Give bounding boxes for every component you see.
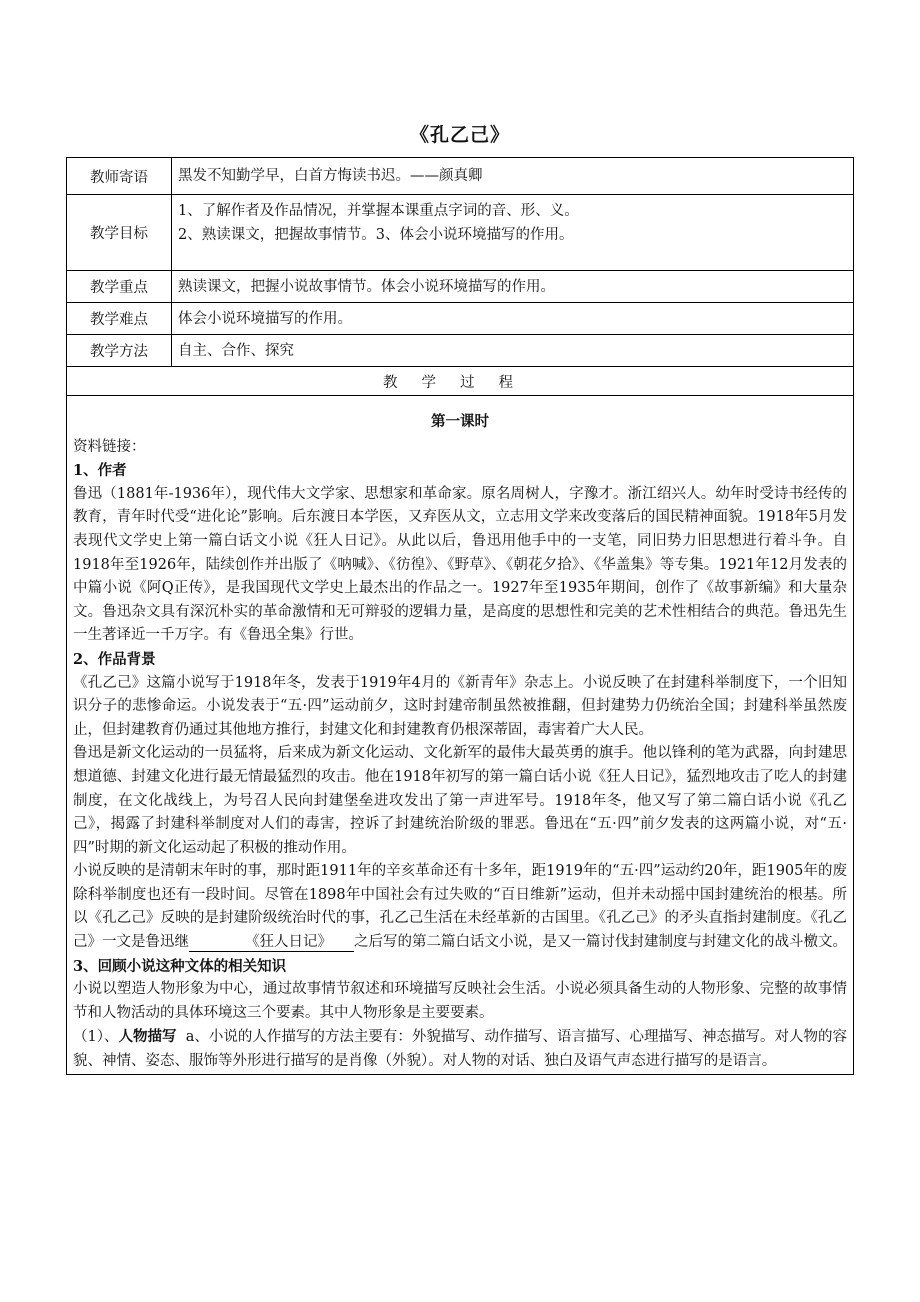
fill-in-blank: 《狂人日记》 bbox=[189, 933, 354, 952]
character-description-term: 人物描写 bbox=[118, 1028, 177, 1046]
author-text: 鲁迅（1881年-1936年），现代伟大文学家、思想家和革命家。原名周树人，字豫才。浙江绍兴人。幼年时受诗书经传的教育，青年时代受“进化论”影响。后东渡日本学医，又弃医从文，立志用文学来改变落后的国民精神面貌。1918年5月发表现代文学史上第一篇白话文小说《狂人日记》。从此以后，鲁迅用他手中的一支笔，同旧势力旧思想进行着斗争。自1918年至1926年，陆续创作并出版了《呐喊》、《彷徨》、《野草》、《朝花夕拾》、《华盖集》等专集。1921年12月发表的中篇小说《阿Q正传》，是我国现代文学史上最杰出的作品之一。1927年至1935年期间，创作了《故事新编》和大量杂文。鲁迅杂文具有深沉朴实的革命激情和无可辩驳的逻辑力量，是高度的思想性和完美的艺术性相结合的典范。鲁迅先生一生著译近一千万字。有《鲁迅全集》行世。 bbox=[73, 485, 847, 644]
label-teaching-goals: 教学目标 bbox=[67, 195, 172, 271]
goal-line-2: 2、熟读课文，把握故事情节。3、体会小说环境描写的作用。 bbox=[178, 227, 574, 243]
value-teaching-goals bbox=[172, 195, 854, 271]
goal-line-1: 1、了解作者及作品情况，并掌握本课重点字词的音、形、义。 bbox=[178, 203, 579, 219]
lesson-heading: 第一课时 bbox=[431, 413, 489, 430]
value-teaching-focus: 熟读课文，把握小说故事情节。体会小说环境描写的作用。 bbox=[172, 271, 854, 303]
value-teacher-message: 黑发不知勤学早，白首方悔读书迟。——颜真卿 bbox=[172, 158, 854, 195]
teaching-process-heading: 教学过程 bbox=[67, 367, 854, 396]
label-teaching-difficulty: 教学难点 bbox=[67, 303, 172, 335]
novel-p2-prefix: （1）、 bbox=[73, 1029, 119, 1046]
row-teaching-difficulty bbox=[67, 303, 854, 335]
novel-paragraph-2 bbox=[73, 1025, 847, 1073]
novel-knowledge-heading: 3、回顾小说这种文体的相关知识 bbox=[73, 957, 287, 975]
background-p3-start: 小说反映的是清朝末年时的事，那时距1911年的辛亥革命还有十多年，距1919年的“五·四”运动约20年，距1905年的废除科举制度也还有一段时间。尽管在1898年中国社会有过失败的“百日维新”运动，但并未动摇中国封建统治的根基。所以《孔乙己》反映的是封建阶级统治时代的事，孔乙己生活在未经革新的古国里。《孔乙己》的矛头直指封建制度。《孔乙己》一文是鲁迅继 bbox=[73, 863, 847, 951]
row-teaching-method bbox=[67, 335, 854, 367]
value-teaching-difficulty: 体会小说环境描写的作用。 bbox=[172, 303, 854, 335]
background-paragraph-1: 《孔乙己》这篇小说写于1918年冬，发表于1919年4月的《新青年》杂志上。小说反映了在封建科举制度下，一个旧知识分子的悲惨命运。小说发表于“五·四”运动前夕，这时封建帝制虽然被推翻，但封建势力仍统治全国；封建科举虽然废止，但封建教育仍通过其他地方推行，封建文化和封建教育仍根深蒂固，毒害着广大人民。 bbox=[73, 674, 847, 738]
resource-label: 资料链接： bbox=[73, 438, 146, 455]
document-title: 《孔乙己》 bbox=[409, 124, 510, 146]
label-teaching-method: 教学方法 bbox=[67, 335, 172, 367]
row-teacher-message bbox=[67, 158, 854, 195]
row-teaching-focus bbox=[67, 271, 854, 303]
value-teaching-method: 自主、合作、探究 bbox=[172, 335, 854, 367]
author-heading: 1、作者 bbox=[73, 462, 127, 480]
row-process-body bbox=[67, 396, 854, 1075]
novel-paragraph-1: 小说以塑造人物形象为中心，通过故事情节叙述和环境描写反映社会生活。小说必须具备生动的人物形象、完整的故事情节和人物活动的具体环境这三个要素。其中人物形象是主要要素。 bbox=[73, 981, 847, 1021]
process-body bbox=[67, 396, 854, 1075]
background-p3-end: 之后写的第二篇白话文小说，是又一篇讨伐封建制度与封建文化的战斗檄文。 bbox=[354, 934, 847, 951]
background-heading: 2、作品背景 bbox=[73, 650, 156, 668]
background-paragraph-3 bbox=[73, 860, 847, 954]
background-paragraph-2: 鲁迅是新文化运动的一员猛将，后来成为新文化运动、文化新军的最伟大最英勇的旗手。他以锋利的笔为武器，向封建思想道德、封建文化进行最无情最猛烈的攻击。他在1918年初写的第一篇白话小说《狂人日记》，猛烈地攻击了吃人的封建制度，在文化战线上，为号召人民向封建堡垒进攻发出了第一声进军号。1918年冬，他又写了第二篇白话小说《孔乙己》，揭露了封建科举制度对人们的毒害，控诉了封建统治阶级的罪恶。鲁迅在“五·四”前夕发表的这两篇小说，对“五·四”时期的新文化运动起了积极的推动作用。 bbox=[73, 745, 847, 856]
row-teaching-process bbox=[67, 367, 854, 396]
row-teaching-goals bbox=[67, 195, 854, 271]
label-teacher-message: 教师寄语 bbox=[67, 158, 172, 195]
label-teaching-focus: 教学重点 bbox=[67, 271, 172, 303]
novel-p2-text: a、小说的人作描写的方法主要有：外貌描写、动作描写、语言描写、心理描写、神态描写。对人物的容貌、神情、姿态、服饰等外形进行描写的是肖像（外貌）。对人物的对话、独白及语气声态进行描写的是语言。 bbox=[73, 1029, 848, 1070]
lesson-plan-table bbox=[66, 157, 854, 1075]
